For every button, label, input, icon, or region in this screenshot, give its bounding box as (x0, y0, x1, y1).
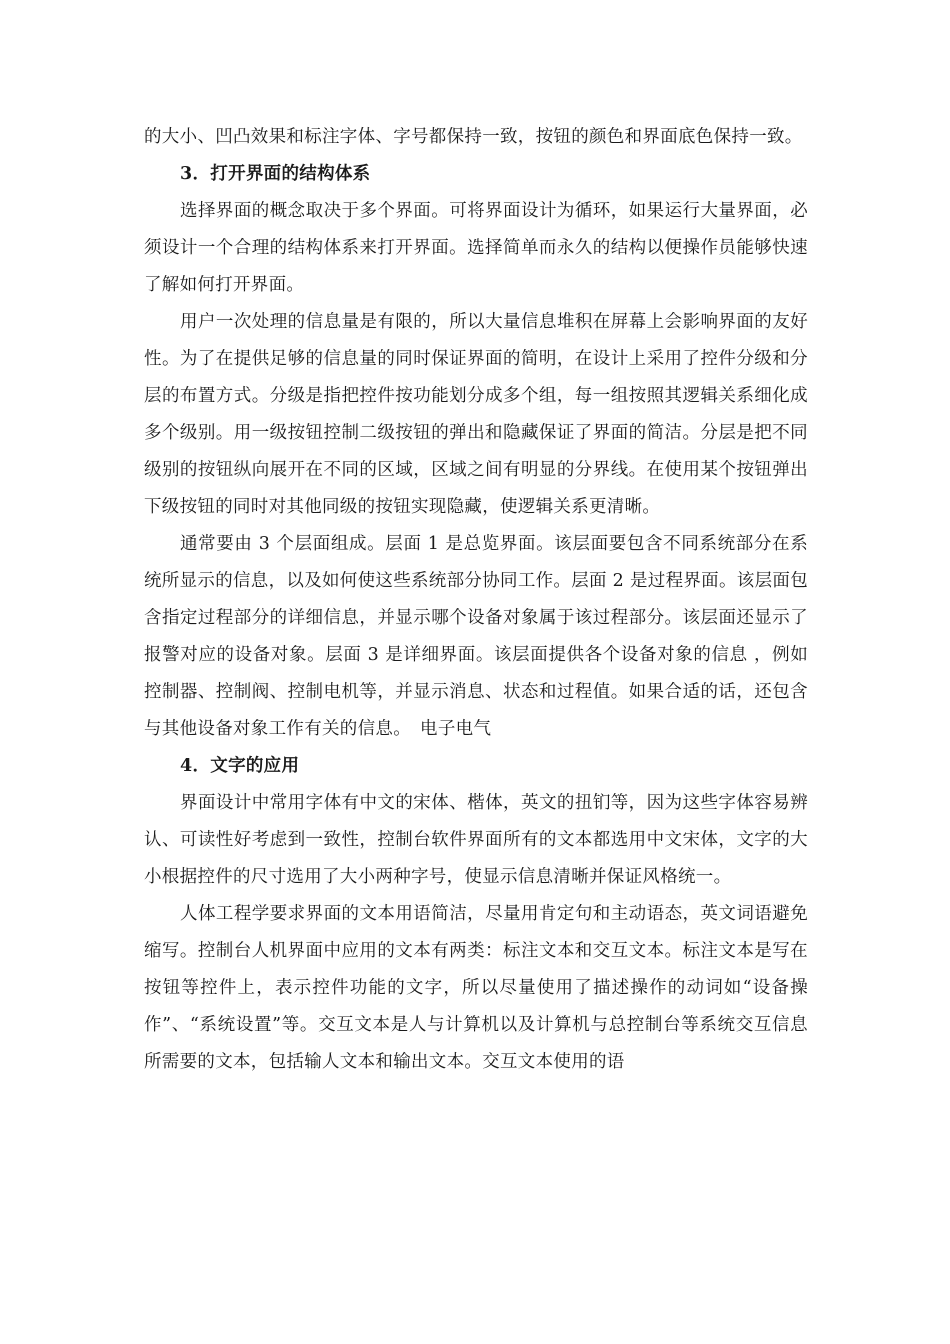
section-heading-3: 3．打开界面的结构体系 (180, 164, 371, 184)
paragraph-fonts: 界面设计中常用字体有中文的宋体、楷体，英文的扭钔等，因为这些字体容易辨认、可读性好考虑到一致性，控制台软件界面所有的文本都选用中文宋体，文字的大小根据控件的尺寸选用了大小两种字号，使显示信息清晰并保证风格统一。 (144, 793, 808, 887)
paragraph-layers: 通常要由 3 个层面组成。层面 1 是总览界面。该层面要包含不同系统部分在系统所显示的信息，以及如何使这些系统部分协同工作。层面 2 是过程界面。该层面包含指定过程部分的详细信息，并显示哪个设备对象属于该过程部分。该层面还显示了报警对应的设备对象。层面 3 是详细界面。该层面提供各个设备对象的信息 ，例如控制器、控制阀、控制电机等，并显示消息、状态和过程值。如果合适的话，还包含与其他设备对象工作有关的信息。 电子电气 (144, 534, 808, 739)
document-page (144, 119, 808, 1081)
paragraph-hierarchy: 用户一次处理的信息量是有限的，所以大量信息堆积在屏幕上会影响界面的友好性。为了在提供足够的信息量的同时保证界面的简明，在设计上采用了控件分级和分层的布置方式。分级是指把控件按功能划分成多个组，每一组按照其逻辑关系细化成多个级别。用一级按钮控制二级按钮的弹出和隐藏保证了界面的简洁。分层是把不同级别的按钮纵向展开在不同的区域，区域之间有明显的分界线。在使用某个按钮弹出下级按钮的同时对其他同级的按钮实现隐藏，使逻辑关系更清晰。 (144, 312, 808, 517)
paragraph-structure: 选择界面的概念取决于多个界面。可将界面设计为循环，如果运行大量界面，必须设计一个合理的结构体系来打开界面。选择简单而永久的结构以便操作员能够快速了解如何打开界面。 (144, 201, 808, 295)
paragraph-intro: 的大小、凹凸效果和标注字体、字号都保持一致，按钮的颜色和界面底色保持一致。 (144, 127, 803, 147)
paragraph-text-usage: 人体工程学要求界面的文本用语简洁，尽量用肯定句和主动语态，英文词语避免缩写。控制台人机界面中应用的文本有两类：标注文本和交互文本。标注文本是写在按钮等控件上，表示控件功能的文字，所以尽量使用了描述操作的动词如“设备操作”、“系统设置”等。交互文本是人与计算机以及计算机与总控制台等系统交互信息所需要的文本，包括输人文本和输出文本。交互文本使用的语 (144, 904, 808, 1072)
section-heading-4: 4．文字的应用 (180, 756, 300, 776)
